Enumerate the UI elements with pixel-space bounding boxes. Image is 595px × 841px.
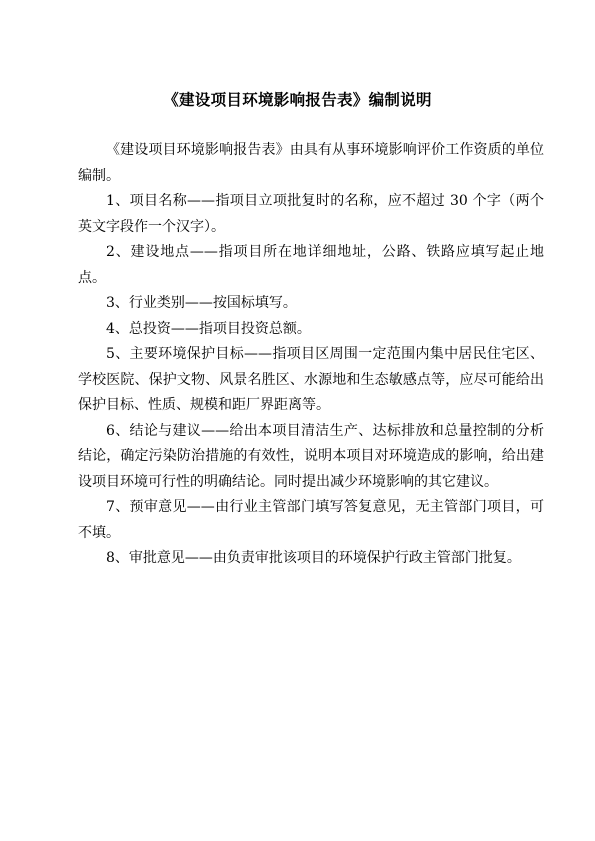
item-protection-targets: 5、主要环境保护目标——指项目区周围一定范围内集中居民住宅区、学校医院、保护文物、风景名胜区、水源地和生态敏感点等，应尽可能给出保护目标、性质、规模和距厂界距离等。 [78, 346, 544, 413]
item-construction-site: 2、建设地点——指项目所在地详细地址，公路、铁路应填写起止地点。 [78, 244, 544, 286]
item-industry-category: 3、行业类别——按国标填写。 [106, 295, 297, 311]
intro-paragraph: 《建设项目环境影响报告表》由具有从事环境影响评价工作资质的单位编制。 [78, 142, 544, 184]
document-body [78, 138, 544, 572]
item-preliminary-review: 7、预审意见——由行业主管部门填写答复意见，无主管部门项目，可不填。 [78, 499, 544, 541]
item-conclusions: 6、结论与建议——给出本项目清洁生产、达标排放和总量控制的分析结论，确定污染防治措施的有效性，说明本项目对环境造成的影响，给出建设项目环境可行性的明确结论。同时提出减少环境影响的其它建议。 [78, 422, 544, 490]
document-title: 《建设项目环境影响报告表》编制说明 [163, 90, 432, 109]
item-project-name: 1、项目名称——指项目立项批复时的名称，应不超过 30 个字（两个英文字段作一个汉字）。 [78, 193, 544, 235]
item-total-investment: 4、总投资——指项目投资总额。 [106, 320, 311, 337]
item-approval-opinion: 8、审批意见——由负责审批该项目的环境保护行政主管部门批复。 [106, 550, 521, 566]
